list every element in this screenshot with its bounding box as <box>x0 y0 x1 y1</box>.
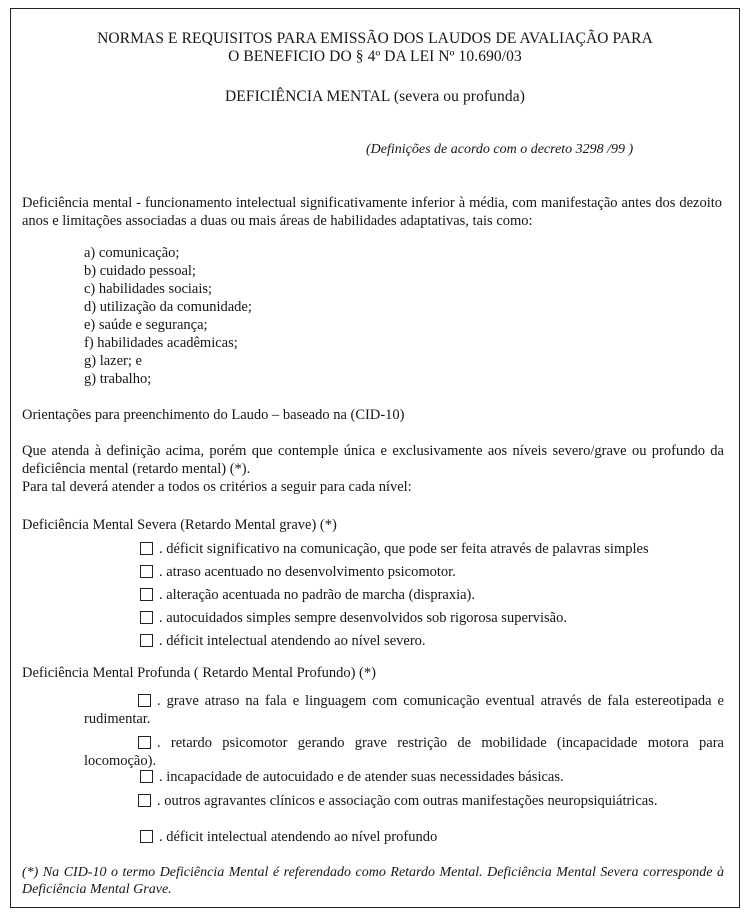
criterion-text: . atraso acentuado no desenvolvimento psicomotor. <box>159 564 456 580</box>
orientation-paragraph: Que atenda à definição acima, porém que contemple única e exclusivamente aos níveis severo/grave ou profundo da deficiência mental (retardo mental) (*). <box>22 443 724 477</box>
list-item: e) saúde e segurança; <box>84 317 208 333</box>
severe-criterion <box>140 632 426 650</box>
criterion-text: . outros agravantes clínicos e associação com outras manifestações neuropsiquiátricas. <box>157 793 658 809</box>
criterion-text: . retardo psicomotor gerando grave restrição de mobilidade (incapacidade motora para locomoção). <box>84 735 724 769</box>
criterion-checkbox[interactable] <box>138 694 151 707</box>
list-item: g) trabalho; <box>84 371 152 387</box>
criterion-checkbox[interactable] <box>140 830 153 843</box>
severe-criterion <box>140 540 649 558</box>
criterion-checkbox[interactable] <box>140 770 153 783</box>
criterion-checkbox[interactable] <box>140 611 153 624</box>
criterion-text: . incapacidade de autocuidado e de atender suas necessidades básicas. <box>159 769 564 785</box>
criterion-checkbox[interactable] <box>140 565 153 578</box>
definition-paragraph: Deficiência mental - funcionamento intelectual significativamente inferior à média, com manifestação antes dos dezoito anos e limitações associadas a duas ou mais áreas de habilidades adaptativas, tais como: <box>22 195 722 229</box>
criterion-text: . déficit intelectual atendendo ao nível profundo <box>159 829 438 845</box>
severe-heading: Deficiência Mental Severa (Retardo Mental grave) (*) <box>22 517 337 533</box>
list-item: b) cuidado pessoal; <box>84 263 196 279</box>
profound-criterion <box>84 734 724 770</box>
criterion-checkbox[interactable] <box>140 588 153 601</box>
profound-heading: Deficiência Mental Profunda ( Retardo Mental Profundo) (*) <box>22 665 376 681</box>
document-title-line-2: O BENEFICIO DO § 4º DA LEI Nº 10.690/03 <box>228 48 522 65</box>
criterion-text: . autocuidados simples sempre desenvolvidos sob rigorosa supervisão. <box>159 610 567 626</box>
list-item: a) comunicação; <box>84 245 180 261</box>
criterion-checkbox[interactable] <box>138 736 151 749</box>
list-item: f) habilidades acadêmicas; <box>84 335 238 351</box>
severe-criterion <box>140 609 567 627</box>
document-title-line-1: NORMAS E REQUISITOS PARA EMISSÃO DOS LAUDOS DE AVALIAÇÃO PARA <box>97 30 653 47</box>
profound-criterion <box>84 792 724 810</box>
criterion-text: . déficit intelectual atendendo ao nível severo. <box>159 633 426 649</box>
footnote: (*) Na CID-10 o termo Deficiência Mental é referendado como Retardo Mental. Deficiência Mental Severa corresponde à Deficiência Mental Grave. <box>22 865 724 897</box>
list-item: c) habilidades sociais; <box>84 281 213 297</box>
profound-criterion <box>140 828 437 846</box>
severe-criterion <box>140 563 456 581</box>
criterion-text: . alteração acentuada no padrão de marcha (dispraxia). <box>159 587 476 603</box>
criterion-checkbox[interactable] <box>140 634 153 647</box>
profound-criterion <box>84 692 724 728</box>
document-subtitle: DEFICIÊNCIA MENTAL (severa ou profunda) <box>225 88 525 105</box>
severe-criterion <box>140 586 475 604</box>
criterion-checkbox[interactable] <box>138 794 151 807</box>
criterion-checkbox[interactable] <box>140 542 153 555</box>
orientation-instruction: Para tal deverá atender a todos os critérios a seguir para cada nível: <box>22 479 412 495</box>
criterion-text: . grave atraso na fala e linguagem com comunicação eventual através de fala estereotipada e rudimentar. <box>84 693 724 727</box>
orientation-heading: Orientações para preenchimento do Laudo – baseado na (CID-10) <box>22 407 405 423</box>
definitions-note: (Definições de acordo com o decreto 3298 /99 ) <box>366 142 634 157</box>
criterion-text: . déficit significativo na comunicação, que pode ser feita através de palavras simples <box>159 541 649 557</box>
list-item: d) utilização da comunidade; <box>84 299 252 315</box>
profound-criterion <box>140 768 564 786</box>
list-item: g) lazer; e <box>84 353 142 369</box>
